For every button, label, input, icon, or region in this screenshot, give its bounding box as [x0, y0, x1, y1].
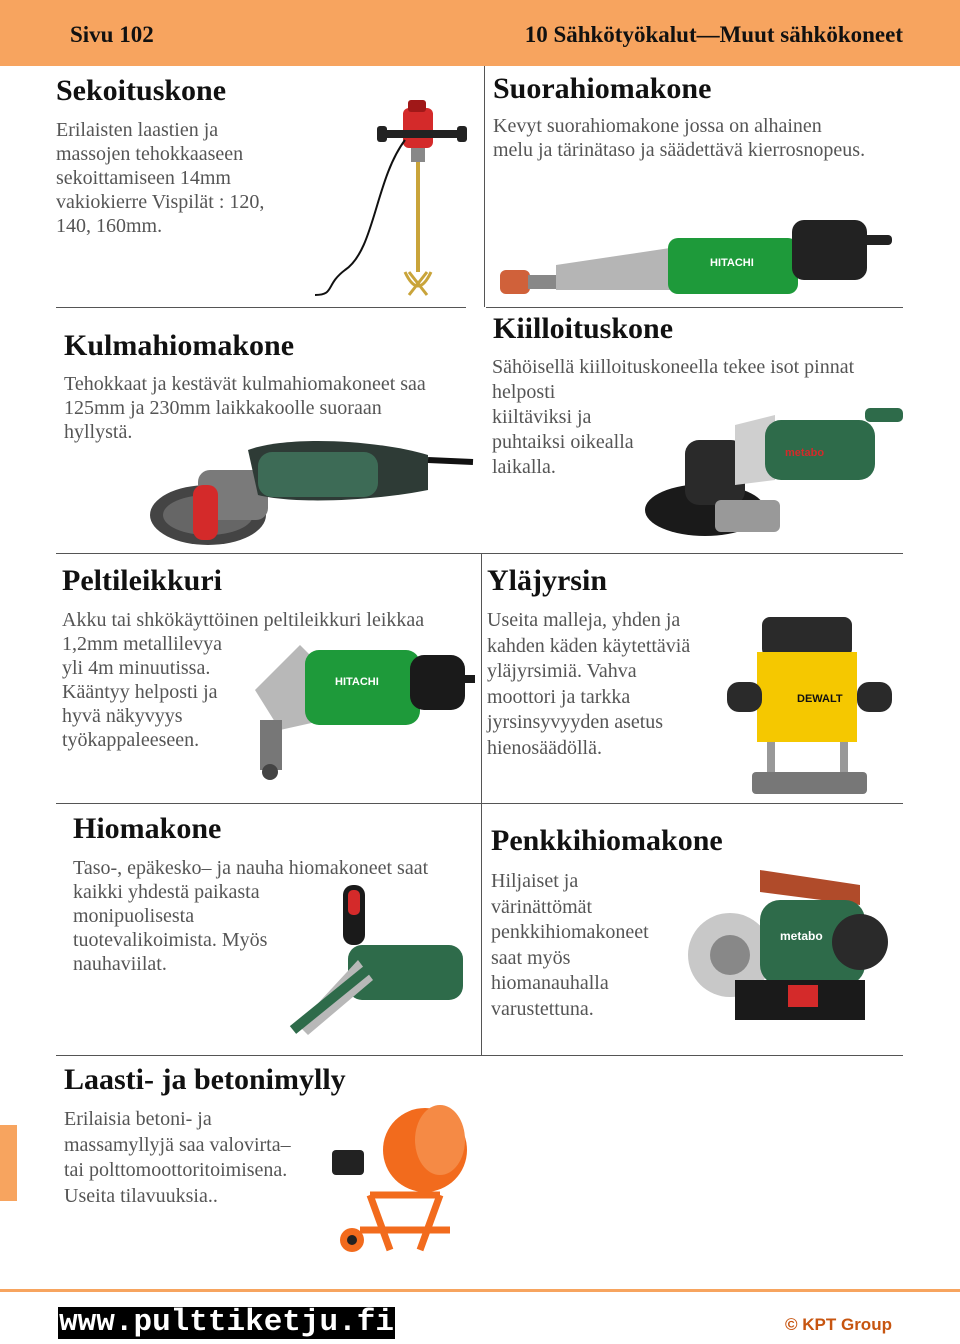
text-line: 140, 160mm.	[56, 215, 163, 237]
brand-label: HITACHI	[710, 257, 754, 269]
section-title-kulmahiomakone: Kulmahiomakone	[64, 329, 295, 362]
text-line: tuotevalikoimista. Myös	[73, 929, 268, 951]
section-title-kiilloituskone: Kiilloituskone	[493, 312, 674, 345]
text-line: laikalla.	[492, 456, 556, 478]
text-line: moottori ja tarkka	[487, 685, 631, 708]
divider	[56, 307, 466, 308]
text-line: hyvä näkyvyys	[62, 705, 183, 727]
footer-rule	[0, 1289, 960, 1292]
text-line: helposti	[492, 381, 556, 403]
text-line: hienosäädöllä.	[487, 736, 602, 759]
chapter-title: 10 Sähkötyökalut—Muut sähkökoneet	[524, 22, 903, 47]
text-line: työkappaleeseen.	[62, 729, 200, 751]
text-line: monipuolisesta	[73, 905, 195, 927]
bench-grinder-image	[680, 870, 890, 1030]
divider	[56, 803, 903, 804]
text-line: yli 4m minuutissa.	[62, 657, 211, 679]
side-tab	[0, 1125, 17, 1201]
page-number: Sivu 102	[70, 22, 154, 47]
text-line: varustettuna.	[491, 997, 594, 1020]
text-line: Sähöisellä kiilloituskoneella tekee isot pinnat	[492, 356, 855, 378]
brand-label: DEWALT	[797, 693, 843, 705]
text-line: Erilaisia betoni- ja	[64, 1108, 212, 1130]
text-line: Kääntyy helposti ja	[62, 681, 218, 703]
text-line: puhtaiksi oikealla	[492, 431, 634, 453]
text-line: tai polttomoottoritoimisena.	[64, 1159, 288, 1181]
text-line: Hiljaiset ja	[491, 870, 579, 892]
polisher-image	[645, 400, 905, 545]
text-line: penkkihiomakoneet	[491, 921, 649, 943]
section-text-sekoituskone	[56, 118, 296, 238]
text-line: Tehokkaat ja kestävät kulmahiomakoneet saa	[64, 373, 426, 395]
section-title-sekoituskone: Sekoituskone	[56, 74, 227, 107]
section-text-betonimylly	[64, 1107, 324, 1209]
section-text-ylajyrsin	[487, 608, 727, 761]
text-line: massamyllyjä saa valovirta–	[64, 1133, 291, 1156]
section-title-ylajyrsin: Yläjyrsin	[487, 564, 607, 597]
text-line: 1,2mm metallilevya	[62, 633, 222, 655]
divider	[486, 307, 903, 308]
section-title-peltileikkuri: Peltileikkuri	[62, 564, 222, 597]
brand-label: metabo	[785, 447, 825, 459]
divider	[56, 553, 903, 554]
section-text-suorahiomakone	[493, 114, 903, 162]
text-line: kiiltäviksi ja	[492, 406, 592, 428]
divider-vertical	[481, 553, 482, 1055]
text-line: kahden käden käytettäviä	[487, 634, 691, 657]
text-line: hyllystä.	[64, 421, 133, 443]
belt-file-image	[288, 885, 473, 1045]
text-line: hiomanauhalla	[491, 972, 609, 994]
concrete-mixer-image	[330, 1100, 475, 1260]
text-line: värinättömät	[491, 895, 593, 918]
text-line: nauhaviilat.	[73, 953, 167, 975]
text-line: Erilaisten laastien ja	[56, 119, 219, 141]
text-line: vakiokierre Vispilät : 120,	[56, 191, 265, 213]
text-line: sekoittamiseen 14mm	[56, 167, 231, 189]
mixer-drill-image	[305, 100, 465, 305]
footer-url[interactable]: www.pulttiketju.fi	[59, 1305, 394, 1340]
header-bar	[0, 0, 960, 66]
divider	[56, 1055, 903, 1056]
router-image	[722, 612, 897, 797]
nibbler-image	[250, 640, 475, 785]
brand-label: HITACHI	[335, 676, 379, 688]
section-title-hiomakone: Hiomakone	[73, 812, 222, 845]
text-line: Taso-, epäkesko– ja nauha hiomakoneet saat	[73, 857, 429, 879]
text-line: saat myös	[491, 946, 571, 969]
angle-grinder-image	[148, 430, 473, 550]
section-title-betonimylly: Laasti- ja betonimylly	[64, 1063, 346, 1096]
section-text-penkkihiomakone	[491, 869, 691, 1022]
text-line: Akku tai shkökäyttöinen peltileikkuri leikkaa	[62, 609, 425, 631]
section-title-penkkihiomakone: Penkkihiomakone	[491, 824, 723, 857]
straight-grinder-image	[500, 210, 895, 300]
text-line: yläjyrsimiä. Vahva	[487, 660, 637, 682]
section-title-suorahiomakone: Suorahiomakone	[493, 72, 712, 105]
text-line: massojen tehokkaaseen	[56, 143, 244, 165]
text-line: Kevyt suorahiomakone jossa on alhainen	[493, 115, 822, 137]
divider-vertical	[484, 66, 485, 307]
text-line: jyrsinsyvyyden asetus	[487, 711, 664, 733]
text-line: 125mm ja 230mm laikkakoolle suoraan	[64, 397, 382, 419]
footer-copyright: © KPT Group	[785, 1315, 892, 1334]
text-line: Useita tilavuuksia..	[64, 1184, 218, 1207]
text-line: melu ja tärinätaso ja säädettävä kierrosnopeus.	[493, 139, 866, 161]
text-line: Useita malleja, yhden ja	[487, 609, 681, 631]
brand-label: metabo	[780, 929, 823, 943]
text-line: kaikki yhdestä paikasta	[73, 881, 260, 903]
